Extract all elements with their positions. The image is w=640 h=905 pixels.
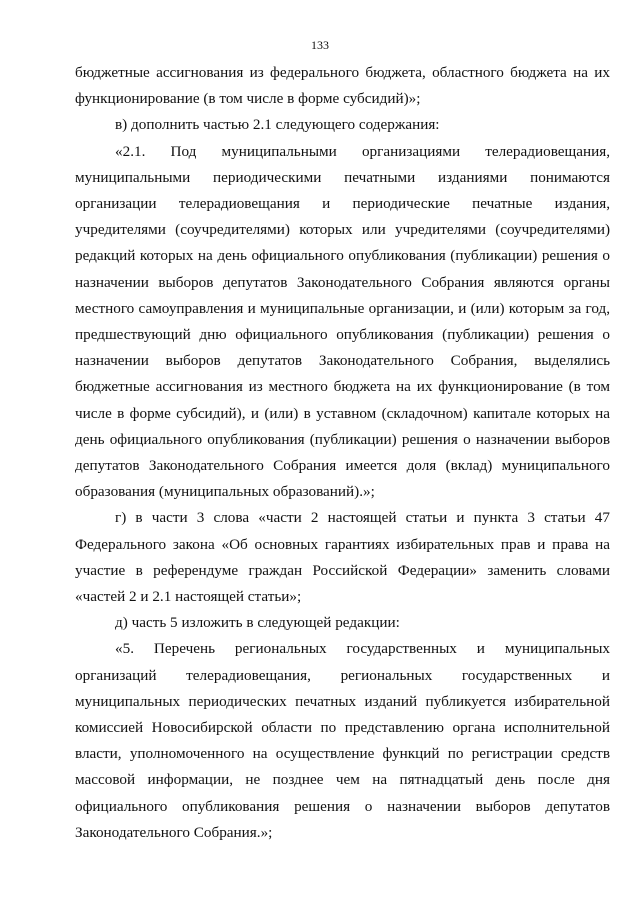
- paragraph-item-d: д) часть 5 изложить в следующей редакции:: [115, 614, 400, 632]
- paragraph-continuation: бюджетные ассигнования из федерального бюджета, областного бюджета на их функционирование (в том числе в форме субсидий)»;: [75, 64, 610, 108]
- paragraph-item-v: в) дополнить частью 2.1 следующего содержания:: [115, 116, 440, 134]
- paragraph-part-2-1: «2.1. Под муниципальными организациями телерадиовещания, муниципальными периодическими печатными изданиями понимаются организации телерадиовещания и периодические печатные издания, учредителями (соучредителями) которых или учредителями (соучредителями) редакций которых на день официального опубликования (публикации) решения о назначении выборов депутатов Законодательного Собрания являются органы местного самоуправления и муниципальные организации, и (или) которым за год, предшествующий дню официального опубликования (публикации) решения о назначении выборов депутатов Законодательного Собрания, выделялись бюджетные ассигнования из местного бюджета на их функционирование (в том числе в форме субсидий), и (или) в уставном (складочном) капитале которых на день официального опубликования (публикации) решения о назначении выборов депутатов Законодательного Собрания имеется доля (вклад) муниципального образования (муниципальных образований).»;: [75, 142, 610, 501]
- paragraph-part-5: «5. Перечень региональных государственных и муниципальных организаций телерадиовещания, региональных государственных и муниципальных периодических печатных изданий публикуется избирательной комиссией Новосибирской области по представлению органа исполнительной власти, уполномоченного на осуществление функций по регистрации средств массовой информации, не позднее чем на пятнадцатый день после дня официального опубликования решения о назначении выборов депутатов Законодательного Собрания.»;: [75, 640, 610, 841]
- document-body: [75, 60, 610, 846]
- page-number: 133: [311, 38, 329, 52]
- paragraph-item-g: г) в части 3 слова «части 2 настоящей статьи и пункта 3 статьи 47 Федерального закона «Об основных гарантиях избирательных прав и права на участие в референдуме граждан Российской Федерации» заменить словами «частей 2 и 2.1 настоящей статьи»;: [75, 509, 610, 606]
